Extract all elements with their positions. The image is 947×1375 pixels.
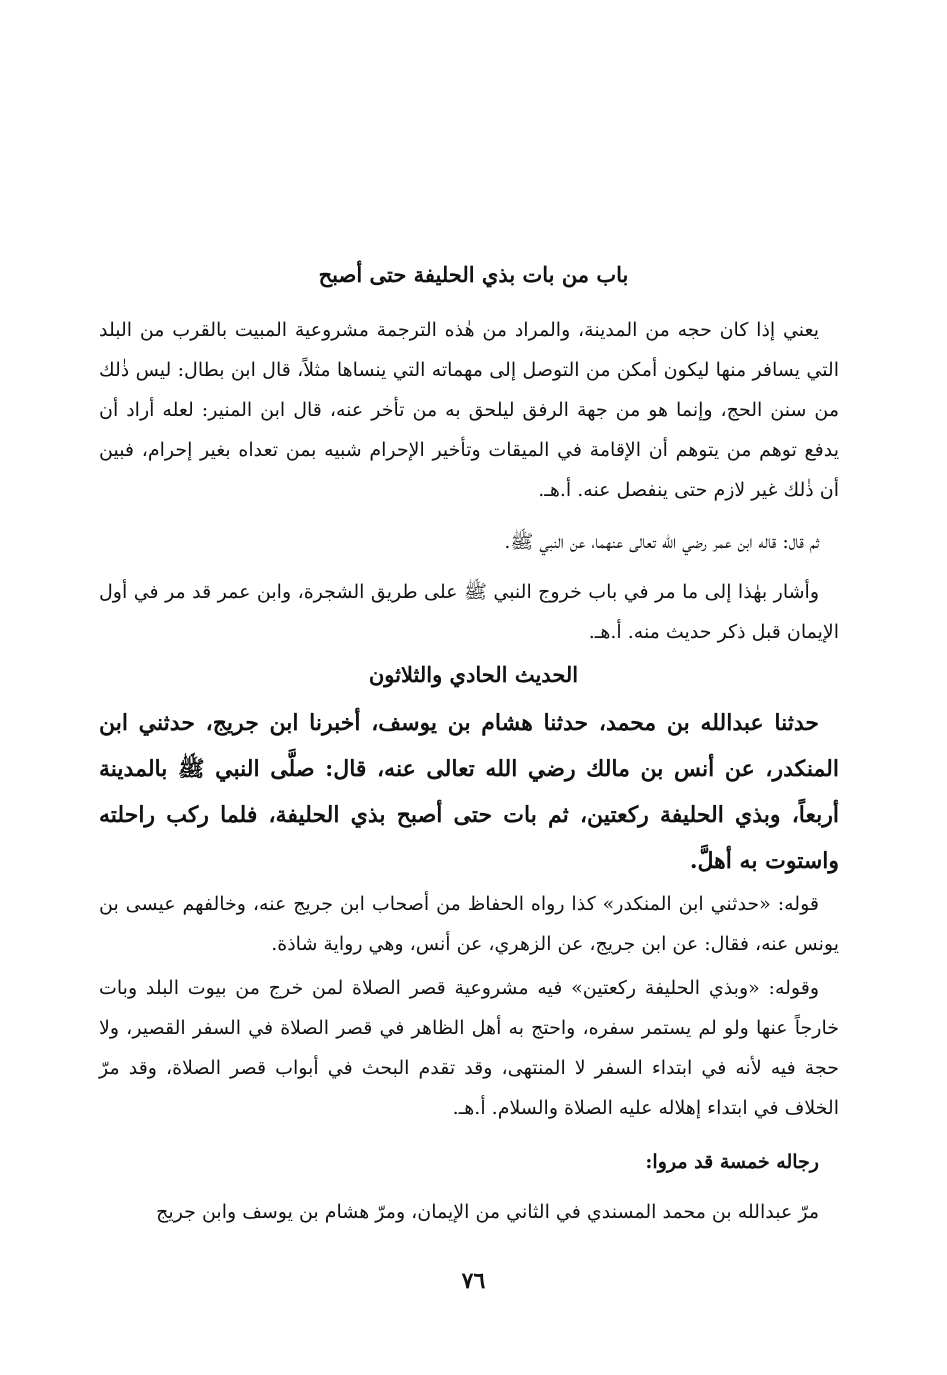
paragraph-commentary-4: قوله: «حدثني ابن المنكدر» كذا رواه الحفاظ من أصحاب ابن جريج عنه، وخالفهم عيسى بن يونس عنه، فقال: عن ابن جريج، عن الزهري، عن أنس، وهي رواية شاذة. [99, 893, 839, 955]
narrators-heading: رجاله خمسة قد مروا: [645, 1151, 819, 1173]
page-number: ٧٦ [461, 1268, 486, 1294]
hadith-heading: الحديث الحادي والثلاثون [368, 662, 579, 687]
paragraph-commentary-1: يعني إذا كان حجه من المدينة، والمراد من هٰذه الترجمة مشروعية المبيت بالقرب من البلد التي يسافر منها ليكون أمكن من التوصل إلى مهماته التي ينساها مثلاً، قال ابن بطال: ليس ذٰلك من سنن الحج، وإنما هو من جهة الرفق ليلحق به من تأخر عنه، قال ابن المنير: لعله أراد أن يدفع توهم من يتوهم أن الإقامة في الميقات وتأخير الإحرام شبيه بمن تعداه بغير إحرام، فبين أن ذٰلك غير لازم حتى ينفصل عنه. أ.هـ. [99, 319, 839, 501]
chapter-heading: باب من بات بذي الحليفة حتى أصبح [318, 262, 629, 287]
paragraph-commentary-6: مرّ عبدالله بن محمد المسندي في الثاني من الإيمان، ومرّ هشام بن يوسف وابن جريج [156, 1201, 819, 1223]
hadith-text: حدثنا عبدالله بن محمد، حدثنا هشام بن يوسف، أخبرنا ابن جريج، حدثني ابن المنكدر، عن أنس بن مالك رضي الله تعالى عنه، قال: صلَّى النبي ﷺ بالمدينة أربعاً، وبذي الحليفة ركعتين، ثم بات حتى أصبح بذي الحليفة، فلما ركب راحلته واستوت به أهلَّ. [99, 710, 839, 874]
paragraph-commentary-5: وقوله: «وبذي الحليفة ركعتين» فيه مشروعية قصر الصلاة لمن خرج من بيوت البلد وبات خارجاً عنها ولو لم يستمر سفره، واحتج به أهل الظاهر في قصر الصلاة في السفر القصير، ولا حجة فيه لأنه في ابتداء السفر لا المنتهى، وقد تقدم البحث في أبواب قصر الصلاة، وقد مرّ الخلاف في ابتداء إهلاله عليه الصلاة والسلام. أ.هـ. [99, 977, 839, 1119]
paragraph-commentary-3: وأشار بهٰذا إلى ما مر في باب خروج النبي ﷺ على طريق الشجرة، وابن عمر قد مر في أول الإيمان قبل ذكر حديث منه. أ.هـ. [99, 581, 839, 643]
paragraph-commentary-2: ثم قال: قاله ابن عمر رضي الله تعالى عنهما، عن النبي ﷺ. [504, 531, 819, 553]
